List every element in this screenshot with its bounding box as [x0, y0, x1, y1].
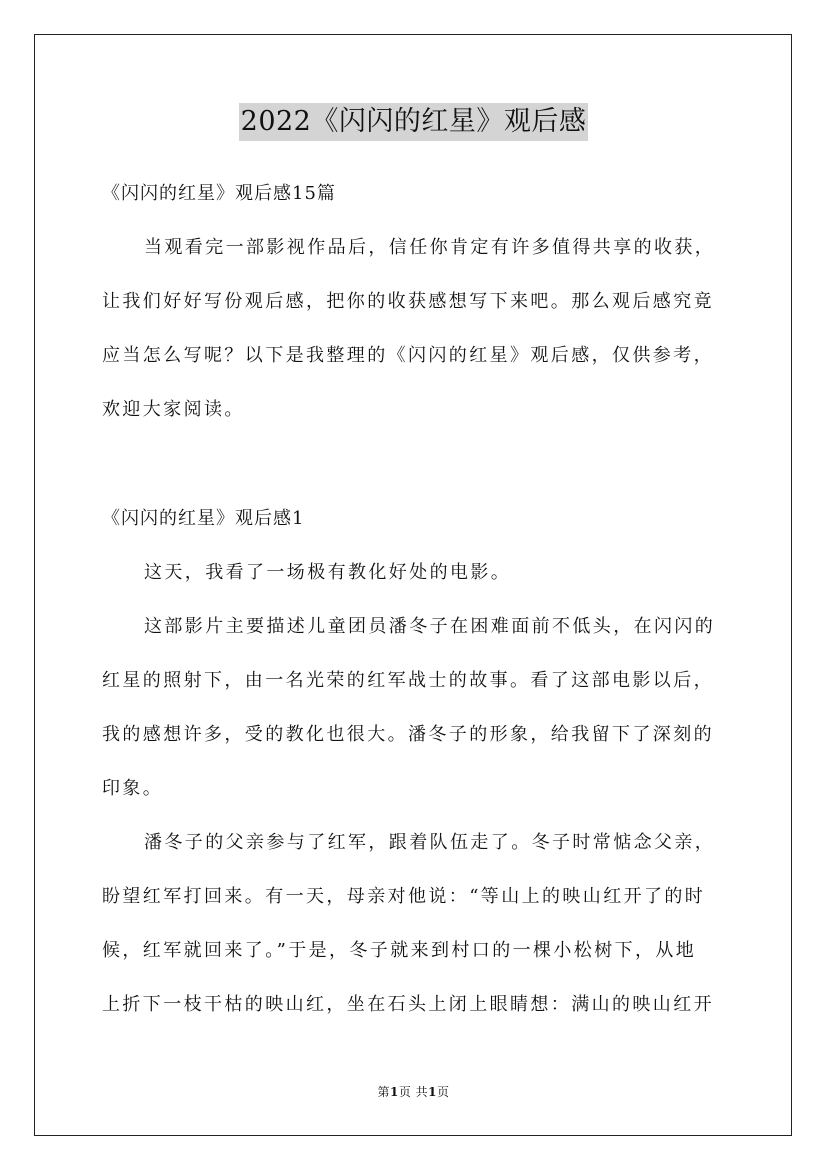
intro-line: 让我们好好写份观后感，把你的收获感想写下来吧。那么观后感究竟	[102, 291, 714, 312]
footer-prefix: 第	[377, 1085, 390, 1099]
intro-line: 应当怎么写呢？以下是我整理的《闪闪的红星》观后感，仅供参考，	[102, 345, 714, 366]
body-line: 潘冬子的父亲参与了红军，跟着队伍走了。冬子时常惦念父亲，	[144, 832, 716, 853]
document-title: 2022《闪闪的红星》观后感	[239, 103, 589, 141]
body-line: 这天，我看了一场极有教化好处的电影。	[144, 562, 512, 583]
body-line: 印象。	[102, 778, 164, 799]
intro-line: 当观看完一部影视作品后，信任你肯定有许多值得共享的收获，	[144, 237, 716, 258]
footer-mid: 页 共	[398, 1085, 429, 1099]
intro-line: 欢迎大家阅读。	[102, 399, 245, 420]
body-line: 盼望红军打回来。有一天，母亲对他说：“等山上的映山红开了的时	[102, 886, 706, 907]
body-line: 上折下一枝干枯的映山红，坐在石头上闭上眼睛想：满山的映山红开	[102, 994, 714, 1015]
body-line: 候，红军就回来了。”于是，冬子就来到村口的一棵小松树下，从地	[102, 940, 697, 961]
body-line: 这部影片主要描述儿童团员潘冬子在困难面前不低头，在闪闪的	[144, 616, 716, 637]
document-subtitle: 《闪闪的红星》观后感15篇	[102, 183, 336, 204]
footer-page-total: 1	[428, 1085, 438, 1099]
body-line: 红星的照射下，由一名光荣的红军战士的故事。看了这部电影以后，	[102, 670, 714, 691]
footer-page-current: 1	[389, 1085, 399, 1099]
title-container	[0, 103, 827, 141]
section-heading: 《闪闪的红星》观后感1	[102, 508, 305, 529]
page-footer	[0, 1084, 827, 1100]
footer-suffix: 页	[437, 1085, 450, 1099]
body-line: 我的感想许多，受的教化也很大。潘冬子的形象，给我留下了深刻的	[102, 724, 714, 745]
